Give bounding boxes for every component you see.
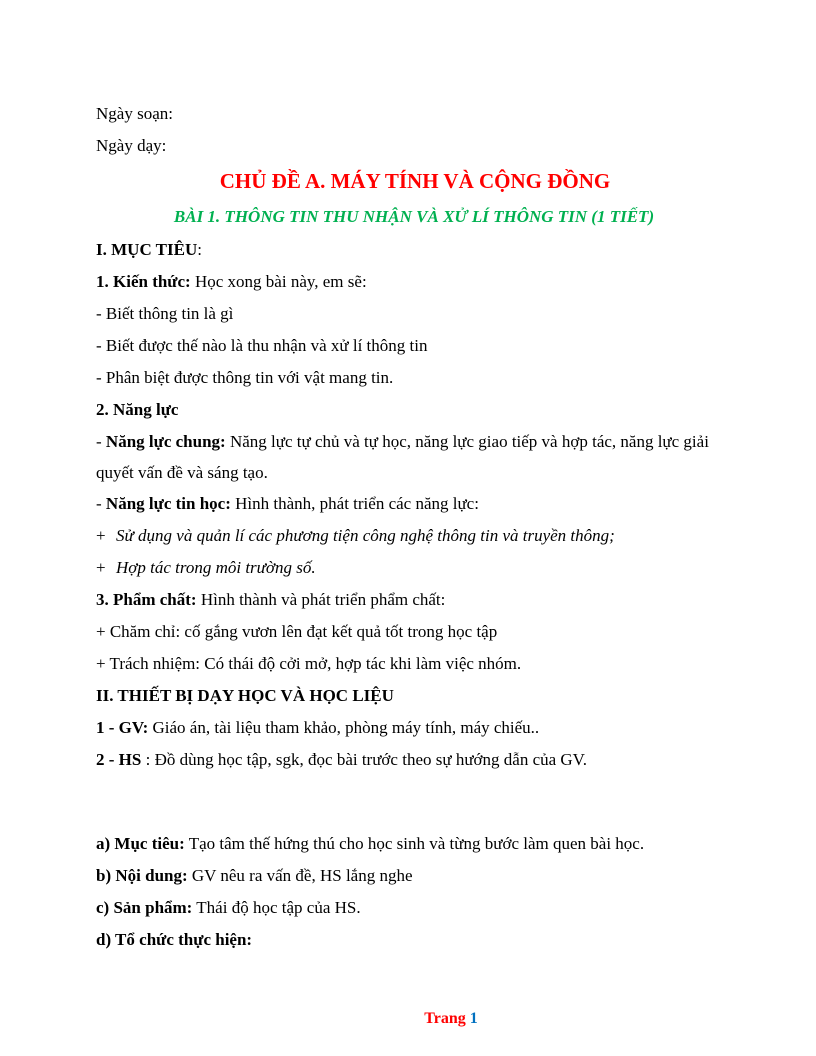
student-materials-text: : Đồ dùng học tập, sgk, đọc bài trước theo sự hướng dẫn của GV. <box>141 750 588 769</box>
general-competence-paragraph <box>96 426 726 488</box>
it-competence-text: Hình thành, phát triển các năng lực: <box>230 494 479 513</box>
section-2-heading: II. THIẾT BỊ DẠY HỌC VÀ HỌC LIỆU <box>96 686 394 705</box>
student-materials-line <box>96 744 726 776</box>
it-competence-line <box>96 488 726 520</box>
it-competence-item <box>96 520 726 552</box>
footer-page-number: 1 <box>469 1010 478 1027</box>
prep-date-label: Ngày soạn: <box>96 104 173 123</box>
qualities-line <box>96 584 726 616</box>
general-competence-dash: - <box>96 432 106 451</box>
activity-content-text: GV nêu ra vấn đề, HS lắng nghe <box>187 866 413 885</box>
activity-goal-text: Tạo tâm thế hứng thú cho học sinh và từng bước làm quen bài học. <box>184 834 645 853</box>
teacher-materials-label: 1 - GV: <box>96 718 149 737</box>
competence-heading: 2. Năng lực <box>96 400 179 419</box>
footer-page-label: Trang <box>424 1010 470 1027</box>
activity-content-line <box>96 860 726 892</box>
knowledge-item: - Biết thông tin là gì <box>96 304 234 323</box>
it-competence-label: Năng lực tin học: <box>105 494 231 513</box>
it-competence-item-text: Sử dụng và quản lí các phương tiện công nghệ thông tin và truyền thông; <box>116 526 615 545</box>
lesson-title: BÀI 1. THÔNG TIN THU NHẬN VÀ XỬ LÍ THÔNG TIN (1 TIẾT) <box>173 207 655 226</box>
activity-goal-line <box>96 828 726 860</box>
activity-organize-label: d) Tổ chức thực hiện: <box>96 930 253 949</box>
topic-title: CHỦ ĐỀ A. MÁY TÍNH VÀ CỘNG ĐỒNG <box>219 169 611 193</box>
activity-product-text: Thái độ học tập của HS. <box>192 898 361 917</box>
teach-date-label: Ngày dạy: <box>96 136 167 155</box>
qualities-item: + Trách nhiệm: Có thái độ cởi mở, hợp tác khi làm việc nhóm. <box>96 654 522 673</box>
qualities-item: + Chăm chỉ: cố gắng vươn lên đạt kết quả tốt trong học tập <box>96 622 498 641</box>
it-competence-dash: - <box>96 494 106 513</box>
knowledge-item: - Biết được thế nào là thu nhận và xử lí thông tin <box>96 336 428 355</box>
blank-space <box>96 776 726 828</box>
qualities-label: 3. Phẩm chất: <box>96 590 197 609</box>
section-1-heading-text: I. MỤC TIÊU <box>96 240 198 259</box>
general-competence-text: Năng lực tự chủ và tự học, năng lực giao tiếp và hợp tác, năng lực giải quyết vấn đề và sáng tạo. <box>96 432 709 482</box>
section-1-heading-colon: : <box>197 240 202 259</box>
knowledge-item: - Phân biệt được thông tin với vật mang tin. <box>96 368 394 387</box>
teacher-materials-text: Giáo án, tài liệu tham khảo, phòng máy tính, máy chiếu.. <box>148 718 540 737</box>
teacher-materials-line <box>96 712 726 744</box>
knowledge-line <box>96 266 726 298</box>
qualities-text: Hình thành và phát triển phẩm chất: <box>196 590 446 609</box>
document-page <box>96 98 726 956</box>
it-competence-item-text: Hợp tác trong môi trường số. <box>116 558 316 577</box>
knowledge-label: 1. Kiến thức: <box>96 272 191 291</box>
student-materials-label: 2 - HS <box>96 750 142 769</box>
plus-mark: + <box>96 558 106 577</box>
activity-goal-label: a) Mục tiêu: <box>96 834 185 853</box>
it-competence-item <box>96 552 726 584</box>
section-1-heading <box>96 234 726 266</box>
plus-mark: + <box>96 526 106 545</box>
page-footer <box>0 1010 816 1028</box>
general-competence-label: Năng lực chung: <box>105 432 226 451</box>
knowledge-text: Học xong bài này, em sẽ: <box>190 272 367 291</box>
activity-product-label: c) Sản phẩm: <box>96 898 193 917</box>
activity-content-label: b) Nội dung: <box>96 866 188 885</box>
activity-product-line <box>96 892 726 924</box>
